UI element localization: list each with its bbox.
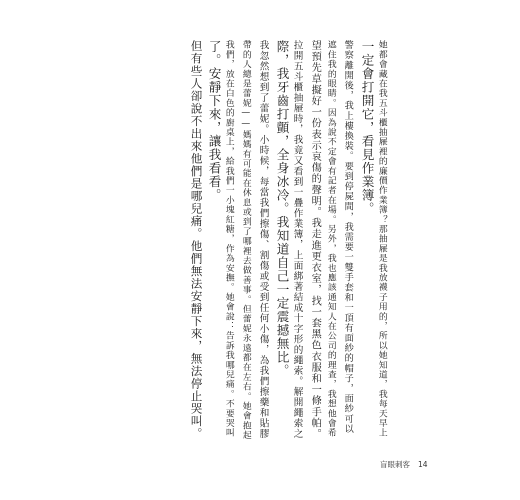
text-column-12: 但有些人卻說不出來他們是哪兒痛。他們無法安靜下來，無法停止哭叫。 — [189, 40, 204, 440]
text-column-1: 她都會藏在我五斗櫃抽屜裡的廉價作業簿？那抽屜是我放襪子用的，所以她知道，我每天早上 — [376, 40, 387, 438]
text-column-7: 際，我牙齒打顫，全身冰冷。我知道自己一定震撼無比。 — [274, 40, 290, 378]
text-column-6: 拉開五斗櫃抽屜時，我竟又看到一疊作業簿，上面綁著結成十字形的繩索。解開繩索之 — [291, 40, 303, 439]
page-footer — [380, 459, 428, 470]
running-title: 盲眼刺客 — [380, 460, 410, 469]
text-column-4: 遮住我的眼睛。因為說不定會有記者在場。另外，我也應該通知人在公司的理查，我想他會希 — [325, 40, 336, 438]
text-column-3: 警察離開後，我上樓換裝。要到停屍間，我需要一雙手套和一頂有面紗的帽子，面紗可以 — [342, 40, 354, 434]
text-column-5: 望預先草擬好一份表示哀傷的聲明。我走進更衣室，找一套黑色衣服和一條手帕。 — [309, 40, 321, 440]
text-column-9: 帶的人總是蕾妮——媽媽有可能在休息或到了哪裡去做善事。但蕾妮永遠都在左右。她會抱起 — [240, 40, 251, 441]
text-column-11: 了。安靜下來，讓我看看。 — [206, 40, 222, 202]
text-column-8: 我忽然想到了蕾妮。小時候，每當我們擦傷、割傷或受到任何小傷，為我們擦藥和貼膠 — [257, 40, 269, 439]
text-column-10: 我們，放在白色的廚桌上，給我們一小塊紅糖，作為安撫。她會說：告訴我哪兒痛。不要哭叫 — [223, 40, 234, 438]
page-number: 14 — [418, 460, 428, 469]
text-column-2: 一定會打開它，看見作業簿。 — [359, 40, 375, 216]
vertical-text-body — [0, 40, 520, 440]
